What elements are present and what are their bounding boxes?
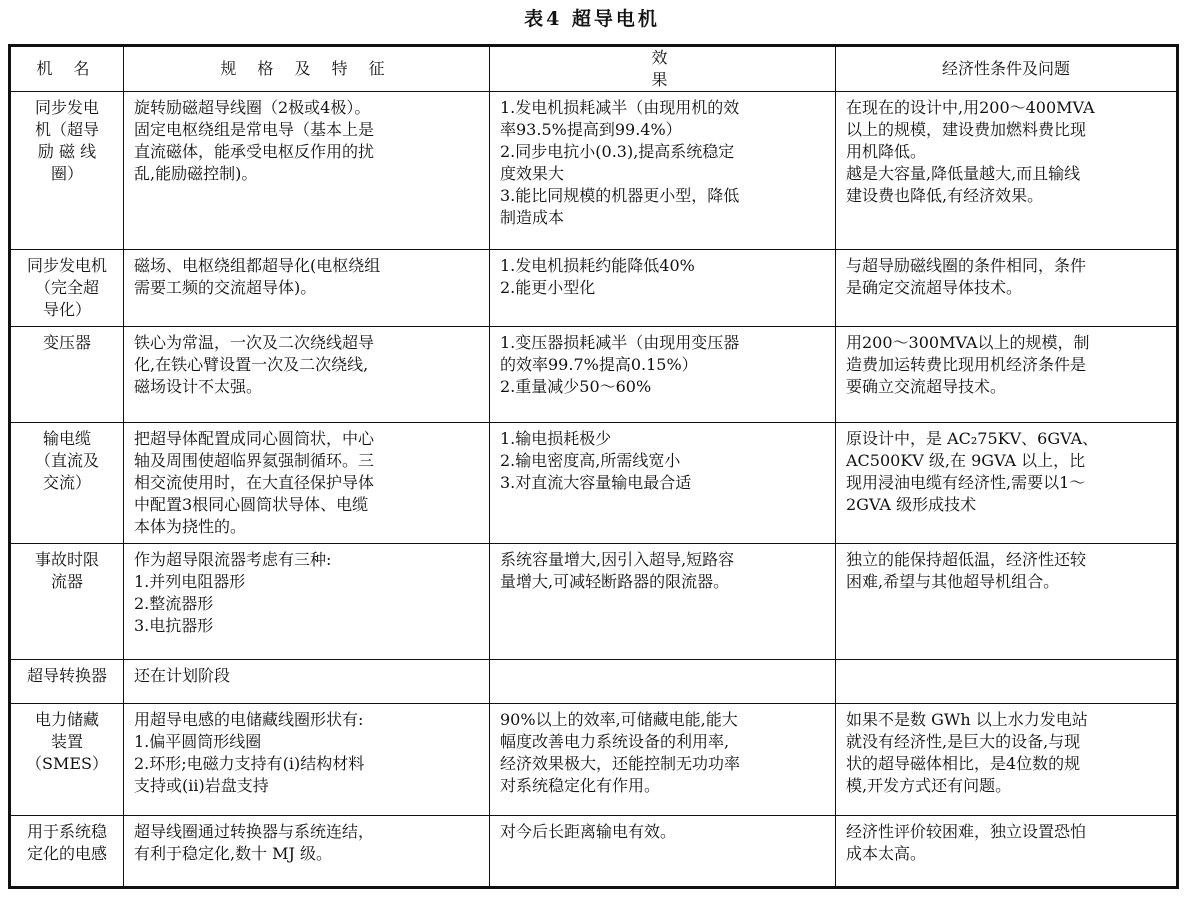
cell-line: 2.环形;电磁力支持有(i)结构材料 bbox=[134, 754, 365, 773]
cell-line: 铁心为常温，一次及二次绕线超导 bbox=[134, 333, 375, 352]
cell-line: 越是大容量,降低量越大,而且输线 bbox=[846, 164, 1081, 183]
cell-line: 就没有经济性,是巨大的设备,与现 bbox=[846, 732, 1081, 751]
cell-line: 2.能更小型化 bbox=[500, 278, 596, 297]
cell-machine-name bbox=[10, 704, 124, 816]
cell-economics bbox=[836, 92, 1178, 250]
cell-effect bbox=[490, 816, 836, 888]
cell-line: 同步发电 bbox=[34, 98, 99, 117]
cell-line: 1.发电机损耗约能降低40% bbox=[500, 256, 695, 275]
header-effect: 效 果 bbox=[490, 46, 836, 92]
cell-spec bbox=[124, 816, 490, 888]
cell-line: 磁场、电枢绕组都超导化(电枢绕组 bbox=[134, 256, 381, 275]
cell-spec bbox=[124, 704, 490, 816]
cell-line: 3.对直流大容量输电最合适 bbox=[500, 473, 692, 492]
cell-line: 变压器 bbox=[42, 333, 91, 352]
cell-line: 2.输电密度高,所需线宽小 bbox=[500, 451, 681, 470]
cell-effect bbox=[490, 704, 836, 816]
cell-line: 用200～300MVA以上的规模，制 bbox=[846, 333, 1090, 352]
cell-line: 系统容量增大,因引入超导,短路容 bbox=[500, 550, 735, 569]
cell-line: 励 磁 线 bbox=[37, 142, 97, 161]
cell-effect bbox=[490, 92, 836, 250]
cell-spec bbox=[124, 660, 490, 704]
cell-line: 轴及周围使超临界氦强制循环。三 bbox=[134, 451, 375, 470]
table-row bbox=[10, 816, 1178, 888]
cell-line: 量增大,可减轻断路器的限流器。 bbox=[500, 572, 730, 591]
cell-effect bbox=[490, 423, 836, 544]
cell-line: 旋转励磁超导线圈（2极或4极）。 bbox=[134, 98, 371, 117]
cell-line: 中配置3根同心圆筒状导体、电缆 bbox=[134, 495, 369, 514]
cell-line: 用于系统稳 bbox=[26, 822, 107, 841]
cell-line: 对今后长距离输电有效。 bbox=[500, 822, 677, 841]
cell-line: 化,在铁心臂设置一次及二次绕线, bbox=[134, 355, 369, 374]
cell-machine-name bbox=[10, 250, 124, 327]
cell-effect bbox=[490, 660, 836, 704]
cell-line: （完全超 bbox=[34, 278, 99, 297]
cell-line: 需要工频的交流超导体)。 bbox=[134, 278, 317, 297]
cell-spec bbox=[124, 327, 490, 423]
cell-machine-name bbox=[10, 327, 124, 423]
table-caption: 表4 超导电机 bbox=[524, 8, 660, 30]
cell-line: 输电缆 bbox=[42, 429, 91, 448]
cell-line: 定化的电感 bbox=[26, 844, 107, 863]
cell-economics bbox=[836, 544, 1178, 660]
header-row bbox=[10, 46, 1178, 92]
header-machine-name: 机 名 bbox=[10, 46, 124, 92]
cell-line: （直流及 bbox=[34, 451, 99, 470]
cell-line: 如果不是数 GWh 以上水力发电站 bbox=[846, 710, 1088, 729]
cell-line: 把超导体配置成同心圆筒状，中心 bbox=[134, 429, 375, 448]
table-row bbox=[10, 704, 1178, 816]
cell-line: 支持或(ii)岩盘支持 bbox=[134, 776, 269, 795]
table-row bbox=[10, 423, 1178, 544]
cell-line: 度效果大 bbox=[500, 164, 565, 183]
cell-line: 经济效果极大，还能控制无功功率 bbox=[500, 754, 741, 773]
cell-line: 直流磁体，能承受电枢反作用的扰 bbox=[134, 142, 375, 161]
cell-line: 对系统稳定化有作用。 bbox=[500, 776, 661, 795]
cell-line: （SMES） bbox=[26, 754, 108, 773]
cell-economics bbox=[836, 816, 1178, 888]
cell-line: 圈） bbox=[50, 164, 83, 183]
header-spec: 规 格 及 特 征 bbox=[124, 46, 490, 92]
cell-line: 有利于稳定化,数十 MJ 级。 bbox=[134, 844, 333, 863]
cell-machine-name bbox=[10, 660, 124, 704]
cell-line: 固定电枢绕组是常电导（基本上是 bbox=[134, 120, 375, 139]
cell-machine-name bbox=[10, 544, 124, 660]
cell-line: 现用浸油电缆有经济性,需要以1～ bbox=[846, 473, 1086, 492]
cell-spec bbox=[124, 423, 490, 544]
cell-effect bbox=[490, 544, 836, 660]
cell-economics bbox=[836, 660, 1178, 704]
cell-line: 原设计中，是 AC₂75KV、6GVA、 bbox=[846, 429, 1099, 448]
table-row bbox=[10, 544, 1178, 660]
cell-machine-name bbox=[10, 423, 124, 544]
cell-line: 用超导电感的电储藏线圈形状有: bbox=[134, 710, 364, 729]
table-row bbox=[10, 250, 1178, 327]
cell-line: 3.电抗器形 bbox=[134, 616, 214, 635]
cell-machine-name bbox=[10, 92, 124, 250]
superconducting-machines-table bbox=[8, 44, 1179, 889]
cell-line: 独立的能保持超低温，经济性还较 bbox=[846, 550, 1087, 569]
cell-line: 相交流使用时，在大直径保护导体 bbox=[134, 473, 375, 492]
cell-line: 90%以上的效率,可储藏电能,能大 bbox=[500, 710, 738, 729]
cell-line: 导化） bbox=[42, 300, 91, 319]
cell-line: 1.并列电阻器形 bbox=[134, 572, 246, 591]
cell-line: 本体为挠性的。 bbox=[134, 517, 247, 536]
cell-line: 3.能比同规模的机器更小型，降低 bbox=[500, 186, 740, 205]
cell-line: 超导线圈通过转换器与系统连结， bbox=[134, 822, 375, 841]
cell-line: 机（超导 bbox=[34, 120, 99, 139]
cell-line: 以上的规模，建设费加燃料费比现 bbox=[846, 120, 1087, 139]
cell-line: 还在计划阶段 bbox=[134, 666, 231, 685]
cell-line: 用机降低。 bbox=[846, 142, 927, 161]
cell-effect bbox=[490, 327, 836, 423]
cell-line: 制造成本 bbox=[500, 208, 565, 227]
cell-line: 成本太高。 bbox=[846, 844, 927, 863]
cell-line: 同步发电机 bbox=[26, 256, 107, 275]
table-row bbox=[10, 327, 1178, 423]
cell-line: 经济性评价较困难，独立设置恐怕 bbox=[846, 822, 1087, 841]
header-economics: 经济性条件及问题 bbox=[836, 46, 1178, 92]
cell-line: 建设费也降低,有经济效果。 bbox=[846, 186, 1044, 205]
cell-line: 模,开发方式还有问题。 bbox=[846, 776, 1012, 795]
table-row bbox=[10, 660, 1178, 704]
cell-line: 电力储藏 bbox=[34, 710, 99, 729]
cell-spec bbox=[124, 544, 490, 660]
cell-line: 率93.5%提高到99.4%） bbox=[500, 120, 682, 139]
cell-line: 在现在的设计中,用200～400MVA bbox=[846, 98, 1095, 117]
cell-machine-name bbox=[10, 816, 124, 888]
cell-line: 幅度改善电力系统设备的利用率, bbox=[500, 732, 730, 751]
cell-line: 2.同步电抗小(0.3),提高系统稳定 bbox=[500, 142, 735, 161]
cell-line: 要确立交流超导技术。 bbox=[846, 377, 1007, 396]
cell-economics bbox=[836, 704, 1178, 816]
cell-economics bbox=[836, 423, 1178, 544]
cell-line: 2.重量减少50～60% bbox=[500, 377, 652, 396]
cell-line: 1.偏平圆筒形线圈 bbox=[134, 732, 262, 751]
cell-line: 1.发电机损耗减半（由现用机的效 bbox=[500, 98, 740, 117]
cell-line: 造费加运转费比现用机经济条件是 bbox=[846, 355, 1087, 374]
cell-line: 磁场设计不太强。 bbox=[134, 377, 263, 396]
cell-spec bbox=[124, 92, 490, 250]
cell-effect bbox=[490, 250, 836, 327]
cell-line: 困难,希望与其他超导机组合。 bbox=[846, 572, 1060, 591]
cell-line: 装置 bbox=[50, 732, 83, 751]
cell-line: 1.输电损耗极少 bbox=[500, 429, 612, 448]
cell-spec bbox=[124, 250, 490, 327]
table-row bbox=[10, 92, 1178, 250]
cell-line: 是确定交流超导体技术。 bbox=[846, 278, 1023, 297]
cell-line: 2GVA 级形成技术 bbox=[846, 495, 977, 514]
cell-line: AC500KV 级,在 9GVA 以上，比 bbox=[846, 451, 1086, 470]
cell-line: 乱,能励磁控制)。 bbox=[134, 164, 258, 183]
cell-line: 状的超导磁体相比，是4位数的规 bbox=[846, 754, 1081, 773]
cell-economics bbox=[836, 250, 1178, 327]
cell-line: 与超导励磁线圈的条件相同，条件 bbox=[846, 256, 1087, 275]
cell-line: 交流） bbox=[42, 473, 91, 492]
cell-line: 事故时限 bbox=[34, 550, 99, 569]
cell-economics bbox=[836, 327, 1178, 423]
cell-line: 流器 bbox=[50, 572, 83, 591]
cell-line: 2.整流器形 bbox=[134, 594, 214, 613]
cell-line: 1.变压器损耗减半（由现用变压器 bbox=[500, 333, 740, 352]
cell-line: 作为超导限流器考虑有三种: bbox=[134, 550, 332, 569]
cell-line: 的效率99.7%提高0.15%） bbox=[500, 355, 698, 374]
cell-line: 超导转换器 bbox=[26, 666, 107, 685]
